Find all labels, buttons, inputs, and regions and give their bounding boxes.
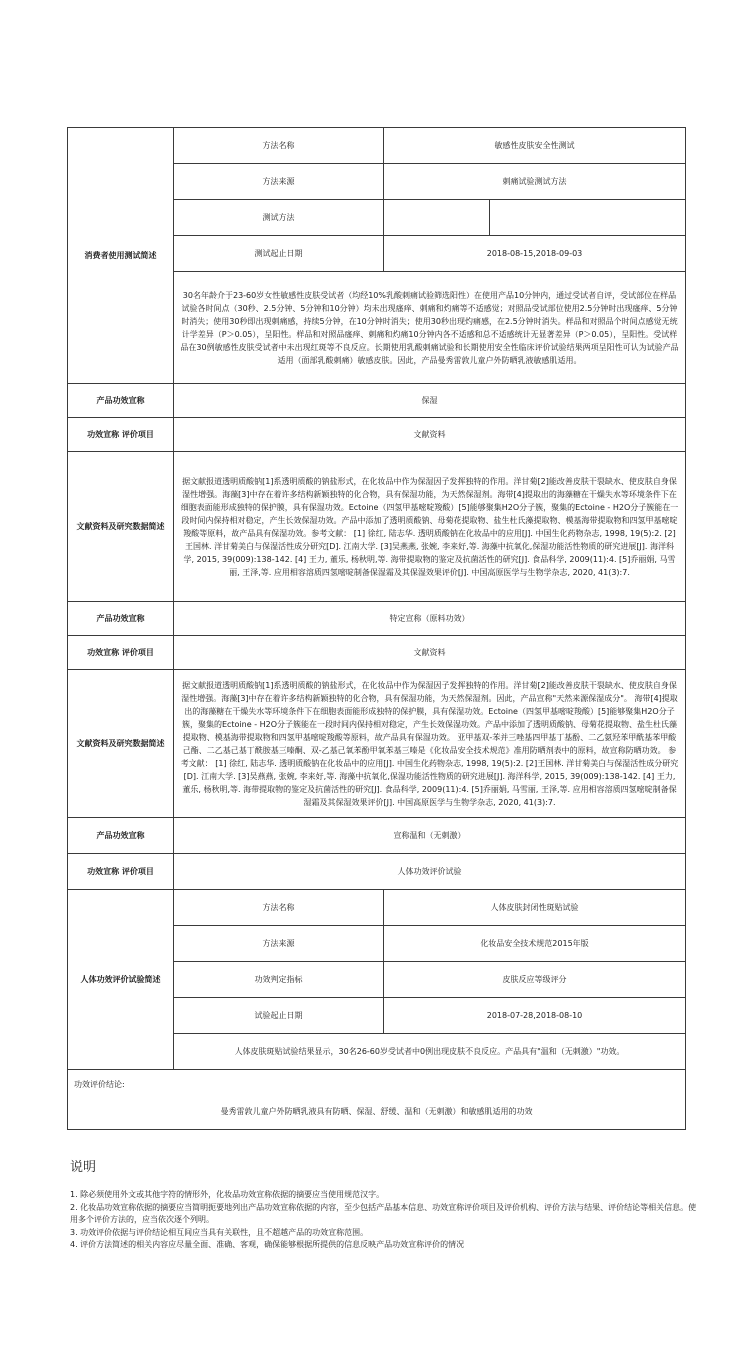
conclusion-title: 功效评价结论: — [74, 1080, 125, 1089]
indicator-label: 功效判定指标 — [174, 962, 384, 998]
claim-value: 宣称温和（无刺激） — [174, 818, 686, 854]
human-test-result: 人体皮肤斑贴试验结果显示，30名26-60岁受试者中0例出现皮肤不良反应。产品具有"温和（无刺激）"功效。 — [174, 1034, 686, 1070]
note-item: 1. 除必须使用外文或其他字符的情形外，化妆品功效宣称依据的摘要应当使用规范汉字。 — [70, 1190, 385, 1199]
note-item: 2. 化妆品功效宣称依据的摘要应当简明扼要地列出产品功效宣称依据的内容，至少包括产品基本信息、功效宣称评价项目及评价机构、评价方法与结果、评价结论等相关信息。使用多个评价方法的，应当依次逐个列明。 — [70, 1202, 697, 1224]
test-method-label: 测试方法 — [174, 200, 384, 236]
notes-list — [70, 1189, 700, 1252]
note-item: 4. 评价方法简述的相关内容应尽量全面、准确、客观，确保能够根据所提供的信息反映产品功效宣称评价的情况 — [70, 1240, 465, 1249]
test-dates-value: 2018-08-15,2018-09-03 — [384, 236, 686, 272]
human-method-source-label: 方法来源 — [174, 926, 384, 962]
conclusion-text: 曼秀雷敦儿童户外防晒乳液具有防晒、保湿、舒缓、温和（无刺激）和敏感肌适用的功效 — [220, 1107, 533, 1116]
human-method-source-value: 化妆品安全技术规范2015年版 — [384, 926, 686, 962]
efficacy-summary-table — [67, 127, 686, 1130]
literature-label: 文献资料及研究数据简述 — [68, 452, 174, 602]
human-dates-value: 2018-07-28,2018-08-10 — [384, 998, 686, 1034]
literature-label: 文献资料及研究数据简述 — [68, 670, 174, 818]
method-name-value: 敏感性皮肤安全性测试 — [384, 128, 686, 164]
notes-section — [70, 1156, 700, 1252]
literature-text: 据文献报道透明质酸钠[1]系透明质酸的钠盐形式，在化妆品中作为保湿因子发挥独特的作用。洋甘菊[2]能改善皮肤干裂缺水、使皮肤自身保湿性增强。海藻[3]中存在着许多结构新颖独特的化合物，具有保湿功能，为天然保湿剂。海带[4]提取出的海藻糖在干燥失水等环境条件下在细胞表面能形成独特的保护膜，具有保湿功效。Ectoine（四氢甲基嘧啶羧酸）[5]能够聚集H2O分子簇，聚集的Ectoine - H2O分子簇能在一段时间内保持相对稳定，产生长效保湿功效。产品中添加了透明质酸钠、母菊花提取物、盐生杜氏藻提取物、模基海带提取物和四氢甲基嘧啶羧酸等原料，故产品具有保湿功效。参考文献： [1] 徐红, 陆志华. 透明质酸钠在化妆品中的应用[J]. 中国生化药物杂志, 1998, 19(5):2. [2]王国林. 洋甘菊美白与保湿活性成分研究[D]. 江南大学. [3]吴燕燕, 张婉, 李来好,等. 海藻中抗氧化,保湿功能活性物质的研究进展[J]. 海洋科学, 2015, 39(009):138-142. [4] 王力, 董乐, 杨秋明,等. 海带提取物的鉴定及抗菌活性的研究[J]. 食品科学, 2009(11):4. [5]乔丽娟, 马雪丽, 王泽,等. 应用相容溶质四氢嘧啶制备保湿霜及其保湿效果评价[J]. 中国高原医学与生物学杂志, 2020, 41(3):7. — [174, 452, 686, 602]
human-method-name-label: 方法名称 — [174, 890, 384, 926]
human-dates-label: 试验起止日期 — [174, 998, 384, 1034]
note-item: 3. 功效评价依据与评价结论相互间应当具有关联性，且不超越产品的功效宣称范围。 — [70, 1227, 369, 1237]
evaluation-item-label: 功效宣称 评价项目 — [68, 418, 174, 452]
test-dates-label: 测试起止日期 — [174, 236, 384, 272]
claim-label: 产品功效宣称 — [68, 384, 174, 418]
claim-value: 保湿 — [174, 384, 686, 418]
consumer-test-section-label: 消费者使用测试简述 — [68, 128, 174, 384]
claim-value: 特定宣称（原料功效） — [174, 602, 686, 636]
evaluation-item-label: 功效宣称 评价项目 — [68, 636, 174, 670]
method-name-label: 方法名称 — [174, 128, 384, 164]
test-method-cell-1 — [384, 200, 490, 236]
notes-title: 说明 — [70, 1160, 97, 1175]
indicator-value: 皮肤反应等级评分 — [384, 962, 686, 998]
method-source-value: 刺痛试验测试方法 — [384, 164, 686, 200]
claim-label: 产品功效宣称 — [68, 818, 174, 854]
human-method-name-value: 人体皮肤封闭性斑贴试验 — [384, 890, 686, 926]
evaluation-item-value: 人体功效评价试验 — [174, 854, 686, 890]
evaluation-item-value: 文献资料 — [174, 418, 686, 452]
claim-label: 产品功效宣称 — [68, 602, 174, 636]
evaluation-item-label: 功效宣称 评价项目 — [68, 854, 174, 890]
literature-text: 据文献报道透明质酸钠[1]系透明质酸的钠盐形式，在化妆品中作为保湿因子发挥独特的作用。洋甘菊[2]能改善皮肤干裂缺水、使皮肤自身保湿性增强。海藻[3]中存在着许多结构新颖独特的化合物，具有保湿功能，为天然保湿剂。因此，产品宣称"天然来源保湿成分"。 海带[4]提取出的海藻糖在干燥失水等环境条件下在细胞表面能形成独特的保护膜，具有保湿功效。Ectoine（四氢甲基嘧啶羧酸）[5]能够聚集H2O分子簇，聚集的Ectoine - H2O分子簇能在一段时间内保持相对稳定，产生长效保湿功效。产品中添加了透明质酸钠、母菊花提取物、盐生杜氏藻提取物、模基海带提取物和四氢甲基嘧啶羧酸等原料，故产品具有保湿功效。 亚甲基双-苯并三唑基四甲基丁基酚、二乙氨羟苯甲酰基苯甲酸己酯、二乙基己基丁酰胺基三嗪酮、双-乙基己氧苯酚甲氧苯基三嗪是《化妆品安全技术规范》准用防晒剂表中的原料，故宣称防晒功效。 参考文献： [1] 徐红, 陆志华. 透明质酸钠在化妆品中的应用[J]. 中国生化药物杂志, 1998, 19(5):2. [2]王国林. 洋甘菊美白与保湿活性成分研究[D]. 江南大学. [3]吴燕燕, 张婉, 李来好,等. 海藻中抗氧化,保湿功能活性物质的研究进展[J]. 海洋科学, 2015, 39(009):138-142. [4] 王力, 董乐, 杨秋明,等. 海带提取物的鉴定及抗菌活性的研究[J]. 食品科学, 2009(11):4. [5]乔丽娟, 马雪丽, 王泽,等. 应用相容溶质四氢嘧啶制备保湿霜及其保湿效果评价[J]. 中国高原医学与生物学杂志, 2020, 41(3):7. — [174, 670, 686, 818]
method-source-label: 方法来源 — [174, 164, 384, 200]
human-test-section-label: 人体功效评价试验简述 — [68, 890, 174, 1070]
evaluation-item-value: 文献资料 — [174, 636, 686, 670]
test-method-cell-2 — [490, 200, 686, 236]
consumer-test-description: 30名年龄介于23-60岁女性敏感性皮肤受试者（均经10%乳酸刺痛试验筛选阳性）在使用产品10分钟内，通过受试者自评，受试部位在样品试验各时间点（30秒、2.5分钟、5分钟和10分钟）均未出现瘙痒、刺痛和灼痛等不适感觉；对照品受试部位使用2.5分钟时出现瘙痒、5分钟时消失；使用30秒即出现刺痛感，持续5分钟，在10分钟时消失；使用30秒出现灼痛感，在2.5分钟时消失。样品和对照品个时间点感觉无统计学差异（P＞0.05），呈阳性。样品和对照品瘙痒、刺痛和灼痛10分钟内各不适感和总不适感统计无显著差异（P＞0.05），呈阳性。受试样品在30例敏感性皮肤受试者中未出现红斑等不良反应。长期使用乳酸刺痛试验和长期使用安全性临床评价试验结果两项呈阳性可认为试验产品适用（面部乳酸刺痛）敏感皮肤。因此，产品曼秀雷敦儿童户外防晒乳液敏感肌适用。 — [174, 272, 686, 384]
